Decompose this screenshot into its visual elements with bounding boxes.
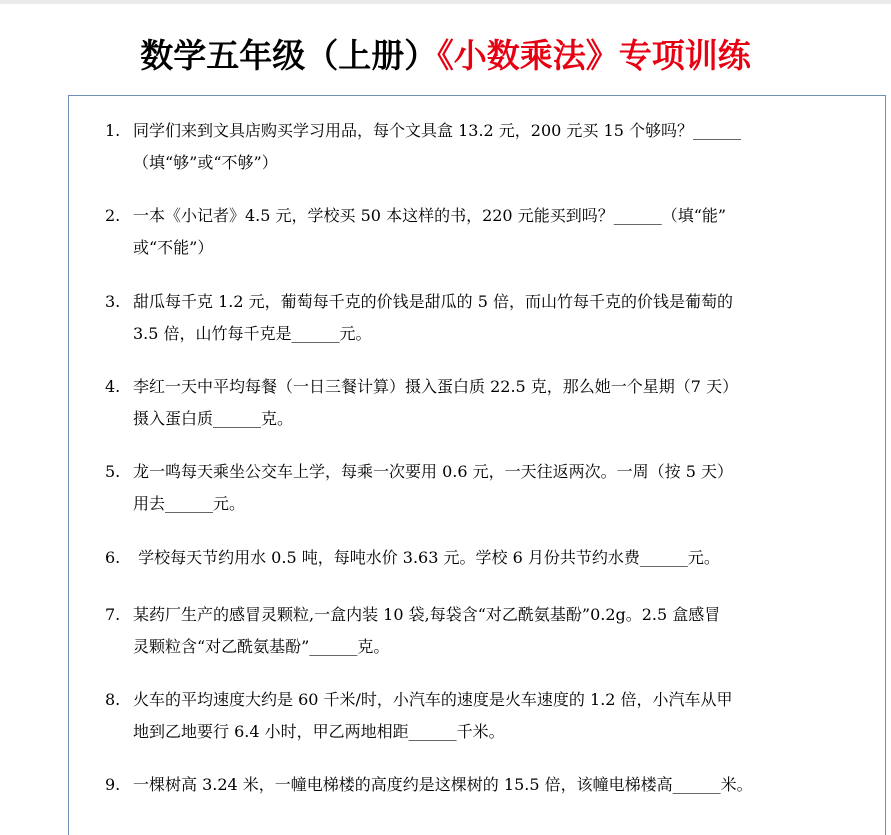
question-number: 1. bbox=[105, 121, 121, 140]
question-text: 甜瓜每千克 1.2 元，葡萄每千克的价钱是甜瓜的 5 倍，而山竹每千克的价钱是葡萄的 bbox=[133, 292, 733, 311]
question-text: 一棵树高 3.24 米，一幢电梯楼的高度约是这棵树的 15.5 倍，该幢电梯楼高______米。 bbox=[133, 775, 753, 794]
question-number: 5. bbox=[105, 462, 121, 481]
page-title bbox=[0, 34, 891, 78]
question-2 bbox=[105, 200, 860, 264]
question-text: 某药厂生产的感冒灵颗粒,一盒内装 10 袋,每袋含“对乙酰氨基酚”0.2g。2.5 盒感冒 bbox=[133, 605, 721, 624]
question-text-continued: （填“够”或“不够”） bbox=[133, 153, 278, 172]
question-number: 2. bbox=[105, 206, 121, 225]
question-9 bbox=[105, 769, 860, 801]
question-6 bbox=[105, 542, 860, 574]
question-text: 学校每天节约用水 0.5 吨，每吨水价 3.63 元。学校 6 月份共节约水费______元。 bbox=[133, 548, 720, 567]
question-text-continued: 摄入蛋白质______克。 bbox=[133, 409, 294, 428]
question-3 bbox=[105, 286, 860, 350]
question-text-continued: 用去______元。 bbox=[133, 494, 246, 513]
question-text: 龙一鸣每天乘坐公交车上学，每乘一次要用 0.6 元，一天往返两次。一周（按 5 天） bbox=[133, 462, 733, 481]
top-toolbar-strip bbox=[0, 0, 891, 4]
question-number: 6. bbox=[105, 548, 121, 567]
question-8 bbox=[105, 684, 860, 748]
question-1 bbox=[105, 115, 860, 179]
question-text: 李红一天中平均每餐（一日三餐计算）摄入蛋白质 22.5 克，那么她一个星期（7 天） bbox=[133, 377, 739, 396]
question-text: 同学们来到文具店购买学习用品，每个文具盒 13.2 元，200 元买 15 个够吗？______ bbox=[133, 121, 741, 140]
question-number: 4. bbox=[105, 377, 121, 396]
question-text: 火车的平均速度大约是 60 千米/时，小汽车的速度是火车速度的 1.2 倍，小汽车从甲 bbox=[133, 690, 733, 709]
question-number: 7. bbox=[105, 605, 121, 624]
question-text-continued: 地到乙地要行 6.4 小时，甲乙两地相距______千米。 bbox=[133, 722, 505, 741]
question-text-continued: 灵颗粒含“对乙酰氨基酚”______克。 bbox=[133, 637, 390, 656]
question-number: 8. bbox=[105, 690, 121, 709]
question-text-continued: 3.5 倍，山竹每千克是______元。 bbox=[133, 324, 372, 343]
question-5 bbox=[105, 456, 860, 520]
question-text: 一本《小记者》4.5 元，学校买 50 本这样的书，220 元能买到吗？______（填“能” bbox=[133, 206, 727, 225]
title-grade: 数学五年级（上册） bbox=[140, 36, 438, 75]
question-number: 3. bbox=[105, 292, 121, 311]
title-topic: 《小数乘法》专项训练 bbox=[437, 36, 751, 75]
question-4 bbox=[105, 371, 860, 435]
question-text-continued: 或“不能”） bbox=[133, 238, 214, 257]
question-7 bbox=[105, 599, 860, 663]
question-number: 9. bbox=[105, 775, 121, 794]
